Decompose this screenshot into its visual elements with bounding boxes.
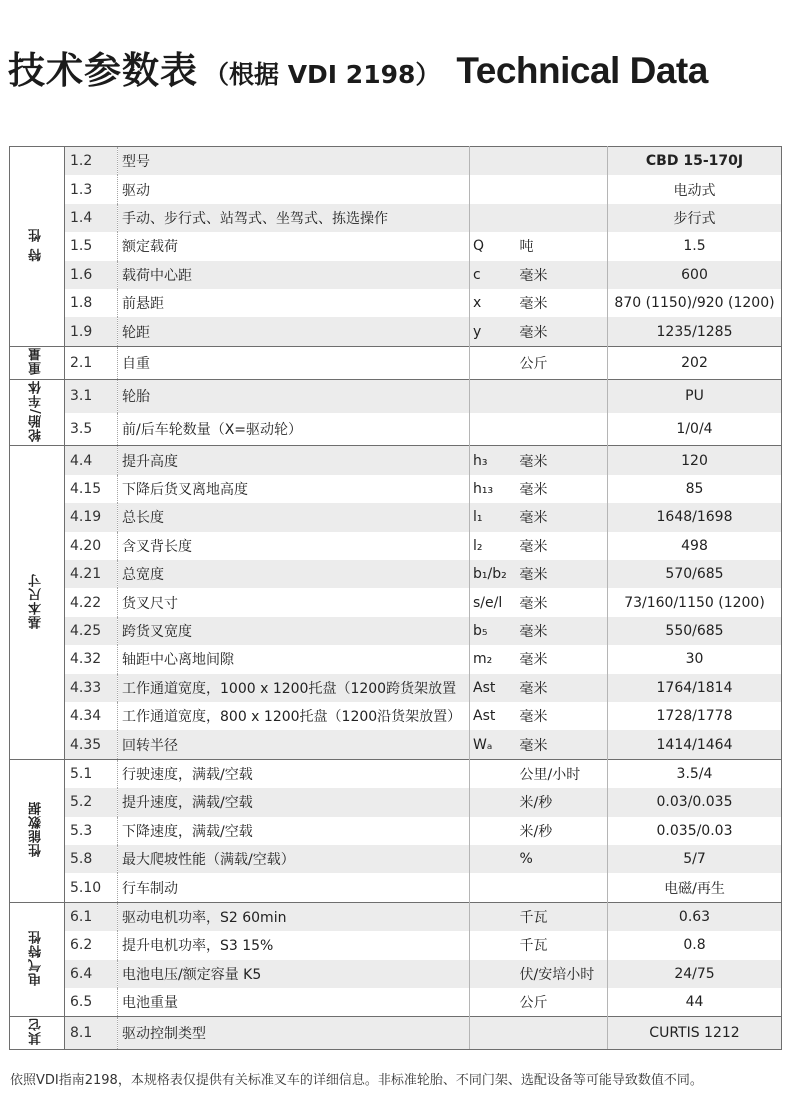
- row-symbol: [470, 413, 518, 446]
- table-row: [10, 317, 782, 346]
- row-symbol: Q: [470, 232, 518, 260]
- row-symbol: [470, 147, 518, 176]
- footnote: 依照VDI指南2198，本规格表仅提供有关标准叉车的详细信息。非标准轮胎、不同门架、选配设备等可能导致数值不同。: [10, 1073, 703, 1088]
- row-description: 下降后货叉离地高度: [118, 475, 470, 503]
- row-unit: 毫米: [518, 588, 608, 616]
- table-row: [10, 1017, 782, 1050]
- row-number: 5.8: [65, 845, 118, 873]
- row-symbol: [470, 988, 518, 1017]
- row-symbol: h₁₃: [470, 475, 518, 503]
- row-symbol: [470, 931, 518, 959]
- category-label: 重量: [28, 346, 44, 375]
- row-description: 前悬距: [118, 289, 470, 317]
- row-symbol: [470, 759, 518, 788]
- row-value: 1.5: [608, 232, 782, 260]
- row-description: 行车制动: [118, 873, 470, 902]
- table-row: [10, 988, 782, 1017]
- row-unit: [518, 873, 608, 902]
- row-symbol: [470, 845, 518, 873]
- row-description: 货叉尺寸: [118, 588, 470, 616]
- row-value: 600: [608, 261, 782, 289]
- row-unit: [518, 379, 608, 412]
- row-unit: 毫米: [518, 503, 608, 531]
- row-value: PU: [608, 379, 782, 412]
- table-row: [10, 759, 782, 788]
- row-value: 0.8: [608, 931, 782, 959]
- row-value: 85: [608, 475, 782, 503]
- row-unit: 毫米: [518, 289, 608, 317]
- row-number: 1.9: [65, 317, 118, 346]
- row-description: 轮胎: [118, 379, 470, 412]
- row-description: 电池重量: [118, 988, 470, 1017]
- row-description: 下降速度，满载/空载: [118, 817, 470, 845]
- row-unit: 毫米: [518, 617, 608, 645]
- row-value: 24/75: [608, 960, 782, 988]
- row-number: 2.1: [65, 346, 118, 379]
- row-symbol: b₁/b₂: [470, 560, 518, 588]
- row-description: 提升速度，满载/空载: [118, 788, 470, 816]
- row-description: 驱动控制类型: [118, 1017, 470, 1050]
- row-number: 5.10: [65, 873, 118, 902]
- row-number: 1.6: [65, 261, 118, 289]
- row-number: 5.2: [65, 788, 118, 816]
- row-symbol: b₅: [470, 617, 518, 645]
- row-unit: 公斤: [518, 988, 608, 1017]
- table-row: [10, 503, 782, 531]
- row-value: 870 (1150)/920 (1200): [608, 289, 782, 317]
- row-unit: 公里/小时: [518, 759, 608, 788]
- row-number: 1.3: [65, 175, 118, 203]
- row-unit: [518, 413, 608, 446]
- category-label: 特 性: [28, 227, 44, 262]
- row-unit: 米/秒: [518, 788, 608, 816]
- table-row: [10, 588, 782, 616]
- table-row: [10, 532, 782, 560]
- table-row: [10, 475, 782, 503]
- row-value: 120: [608, 446, 782, 475]
- row-value: 498: [608, 532, 782, 560]
- row-unit: 毫米: [518, 730, 608, 759]
- row-unit: 毫米: [518, 560, 608, 588]
- title-standard: （根据 VDI 2198）: [204, 60, 441, 89]
- row-description: 回转半径: [118, 730, 470, 759]
- row-symbol: [470, 204, 518, 232]
- row-value: 电动式: [608, 175, 782, 203]
- row-symbol: [470, 175, 518, 203]
- row-value: 3.5/4: [608, 759, 782, 788]
- row-unit: 米/秒: [518, 817, 608, 845]
- row-description: 轮距: [118, 317, 470, 346]
- row-value: 0.63: [608, 902, 782, 931]
- row-unit: 毫米: [518, 702, 608, 730]
- row-number: 4.32: [65, 645, 118, 673]
- row-number: 4.33: [65, 674, 118, 702]
- title-chinese: 技术参数表: [8, 49, 198, 92]
- row-value: 1235/1285: [608, 317, 782, 346]
- row-unit: 千瓦: [518, 902, 608, 931]
- table-row: [10, 730, 782, 759]
- row-unit: [518, 1017, 608, 1050]
- row-number: 3.1: [65, 379, 118, 412]
- row-number: 6.1: [65, 902, 118, 931]
- table-row: [10, 931, 782, 959]
- row-description: 型号: [118, 147, 470, 176]
- technical-data-body: [10, 147, 782, 1050]
- row-description: 工作通道宽度，800 x 1200托盘（1200沿货架放置）: [118, 702, 470, 730]
- category-cell: [10, 902, 65, 1017]
- category-label: 基本尺寸: [28, 572, 44, 629]
- table-row: [10, 873, 782, 902]
- row-description: 工作通道宽度，1000 x 1200托盘（1200跨货架放置: [118, 674, 470, 702]
- row-symbol: l₂: [470, 532, 518, 560]
- row-unit: 毫米: [518, 532, 608, 560]
- row-number: 6.4: [65, 960, 118, 988]
- row-description: 载荷中心距: [118, 261, 470, 289]
- row-value: 1/0/4: [608, 413, 782, 446]
- row-unit: [518, 147, 608, 176]
- row-symbol: c: [470, 261, 518, 289]
- row-symbol: Ast: [470, 674, 518, 702]
- row-description: 前/后车轮数量（X=驱动轮）: [118, 413, 470, 446]
- row-unit: %: [518, 845, 608, 873]
- row-number: 3.5: [65, 413, 118, 446]
- row-description: 提升高度: [118, 446, 470, 475]
- row-unit: [518, 204, 608, 232]
- row-description: 跨货叉宽度: [118, 617, 470, 645]
- row-unit: 毫米: [518, 475, 608, 503]
- table-row: [10, 346, 782, 379]
- row-unit: 伏/安培小时: [518, 960, 608, 988]
- row-description: 含叉背长度: [118, 532, 470, 560]
- row-number: 8.1: [65, 1017, 118, 1050]
- row-number: 4.34: [65, 702, 118, 730]
- row-value: 1764/1814: [608, 674, 782, 702]
- row-value: 1414/1464: [608, 730, 782, 759]
- row-value: 570/685: [608, 560, 782, 588]
- table-row: [10, 617, 782, 645]
- category-cell: [10, 759, 65, 902]
- row-symbol: [470, 873, 518, 902]
- row-unit: 毫米: [518, 261, 608, 289]
- category-cell: [10, 446, 65, 759]
- table-row: [10, 702, 782, 730]
- row-unit: 毫米: [518, 674, 608, 702]
- row-description: 总宽度: [118, 560, 470, 588]
- row-symbol: y: [470, 317, 518, 346]
- table-row: [10, 446, 782, 475]
- row-unit: 吨: [518, 232, 608, 260]
- row-value: 5/7: [608, 845, 782, 873]
- row-symbol: [470, 817, 518, 845]
- row-number: 4.25: [65, 617, 118, 645]
- row-symbol: s/e/l: [470, 588, 518, 616]
- row-value: 73/160/1150 (1200): [608, 588, 782, 616]
- category-label: 电气特性: [28, 929, 44, 986]
- row-symbol: h₃: [470, 446, 518, 475]
- row-value: 0.03/0.035: [608, 788, 782, 816]
- category-cell: [10, 1017, 65, 1050]
- table-row: [10, 147, 782, 176]
- table-row: [10, 413, 782, 446]
- row-number: 4.35: [65, 730, 118, 759]
- category-label: 性能数据: [28, 800, 44, 857]
- row-description: 轴距中心离地间隙: [118, 645, 470, 673]
- row-unit: 千瓦: [518, 931, 608, 959]
- title-english: Technical Data: [456, 50, 708, 91]
- table-row: [10, 788, 782, 816]
- table-row: [10, 845, 782, 873]
- row-number: 4.21: [65, 560, 118, 588]
- technical-data-table: [9, 146, 782, 1050]
- page-title: [8, 40, 708, 90]
- table-row: [10, 175, 782, 203]
- row-value: 0.035/0.03: [608, 817, 782, 845]
- row-description: 额定载荷: [118, 232, 470, 260]
- row-number: 5.3: [65, 817, 118, 845]
- table-row: [10, 232, 782, 260]
- table-row: [10, 379, 782, 412]
- category-cell: [10, 147, 65, 347]
- table-row: [10, 902, 782, 931]
- row-symbol: [470, 960, 518, 988]
- row-number: 4.22: [65, 588, 118, 616]
- row-value: 1648/1698: [608, 503, 782, 531]
- row-value: 550/685: [608, 617, 782, 645]
- table-row: [10, 960, 782, 988]
- row-symbol: [470, 1017, 518, 1050]
- row-symbol: m₂: [470, 645, 518, 673]
- category-cell: [10, 346, 65, 379]
- row-number: 1.8: [65, 289, 118, 317]
- row-symbol: x: [470, 289, 518, 317]
- table-row: [10, 560, 782, 588]
- row-description: 驱动电机功率，S2 60min: [118, 902, 470, 931]
- row-number: 6.5: [65, 988, 118, 1017]
- row-value: 1728/1778: [608, 702, 782, 730]
- row-number: 4.4: [65, 446, 118, 475]
- row-description: 电池电压/额定容量 K5: [118, 960, 470, 988]
- category-label: 其它: [28, 1017, 44, 1046]
- row-number: 1.4: [65, 204, 118, 232]
- row-unit: 毫米: [518, 645, 608, 673]
- table-row: [10, 674, 782, 702]
- row-symbol: Ast: [470, 702, 518, 730]
- row-symbol: [470, 788, 518, 816]
- table-row: [10, 645, 782, 673]
- row-symbol: [470, 902, 518, 931]
- row-description: 行驶速度，满载/空载: [118, 759, 470, 788]
- row-description: 总长度: [118, 503, 470, 531]
- row-number: 4.20: [65, 532, 118, 560]
- row-symbol: [470, 346, 518, 379]
- row-value: 电磁/再生: [608, 873, 782, 902]
- row-number: 4.15: [65, 475, 118, 503]
- row-unit: 公斤: [518, 346, 608, 379]
- row-value: 44: [608, 988, 782, 1017]
- row-value: 步行式: [608, 204, 782, 232]
- row-unit: 毫米: [518, 446, 608, 475]
- row-value: CBD 15-170J: [608, 147, 782, 176]
- row-number: 6.2: [65, 931, 118, 959]
- row-description: 提升电机功率，S3 15%: [118, 931, 470, 959]
- table-row: [10, 817, 782, 845]
- row-value: CURTIS 1212: [608, 1017, 782, 1050]
- row-description: 自重: [118, 346, 470, 379]
- row-number: 5.1: [65, 759, 118, 788]
- row-symbol: Wₐ: [470, 730, 518, 759]
- table-row: [10, 261, 782, 289]
- row-number: 4.19: [65, 503, 118, 531]
- table-row: [10, 289, 782, 317]
- row-description: 最大爬坡性能（满载/空载）: [118, 845, 470, 873]
- row-number: 1.5: [65, 232, 118, 260]
- row-value: 30: [608, 645, 782, 673]
- category-cell: [10, 379, 65, 446]
- row-description: 手动、步行式、站驾式、坐驾式、拣选操作: [118, 204, 470, 232]
- row-unit: 毫米: [518, 317, 608, 346]
- table-row: [10, 204, 782, 232]
- row-description: 驱动: [118, 175, 470, 203]
- row-number: 1.2: [65, 147, 118, 176]
- row-value: 202: [608, 346, 782, 379]
- row-symbol: [470, 379, 518, 412]
- row-symbol: l₁: [470, 503, 518, 531]
- row-unit: [518, 175, 608, 203]
- category-label: 轮胎/车体: [28, 379, 44, 442]
